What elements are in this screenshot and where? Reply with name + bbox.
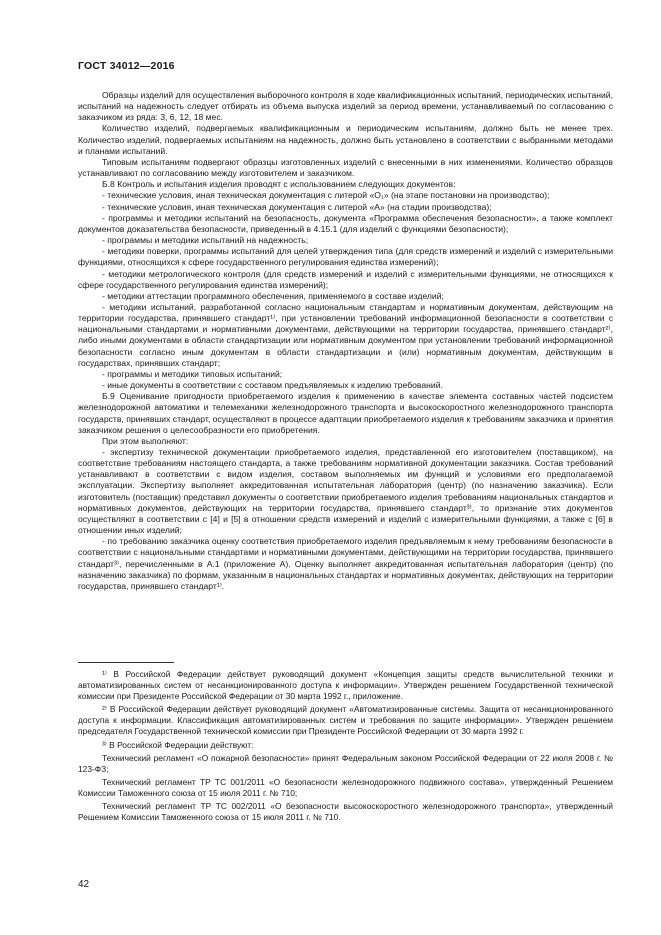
footnotes [78, 669, 613, 825]
main-text [78, 90, 613, 592]
footnote: ³⁾ В Российской Федерации действуют: [102, 739, 254, 750]
paragraph: При этом выполняют: [102, 435, 189, 446]
footnote: ²⁾ В Российской Федерации действует руководящий документ «Автоматизированные системы. Защита от несанкционированного доступа к информации. Классификация автоматизированных систем и требования по защите информации». Утвержден решением председателя Государственной технической комиссии при Президенте Российской Федерации от 30 марта 1992 г. [78, 704, 613, 737]
list-item: - технические условия, иная техническая документация с литерой «А» (на стадии производства); [102, 201, 492, 212]
list-item: - программы и методики типовых испытаний; [102, 368, 283, 379]
list-item: - технические условия, иная техническая документация с литерой «О₁» (на этапе постановки на производство); [102, 190, 550, 201]
footnote: Технический регламент ТР ТС 002/2011 «О безопасности высокоскоростного железнодорожного транспорта», утвержденный Решением Комиссии Таможенного союза от 15 июля 2011 г. № 710. [78, 801, 613, 823]
list-item: - методики испытаний, разработанной согласно национальным стандартам и нормативным документам, действующим на территории государства, принявшего стандарт¹⁾, при установлении требований информационной безопасности в соответствии с национальными стандартами и нормативными документами, действующими на территории государства, принявшего стандарт²⁾, либо иными документами в области стандартизации или нормативным документом при установлении требований информационной безопасности согласно иным документам в области стандартизации и (или) нормативным документам, действующим в государствах, принявших стандарт; [78, 301, 613, 368]
list-item: - программы и методики испытаний на надежность; [102, 235, 309, 246]
footnote-separator [78, 662, 174, 663]
paragraph: Б.8 Контроль и испытания изделия проводят с использованием следующих документов: [102, 179, 456, 190]
list-item: - по требованию заказчика оценку соответствия приобретаемого изделия предъявляемым к нему требованиям безопасности в соответствии с национальными стандартами и нормативными документами, действующими на территории государства, принявшего стандарт³⁾, перечисленными в А.1 (приложение А). Оценку выполняет аккредитованная испытательная лаборатория (центр) (по назначению заказчика) по формам, указанным в национальных стандартах и нормативных документах, действующих на территории государства, принявшего стандарт¹⁾. [78, 536, 613, 591]
list-item: - методики поверки, программы испытаний для целей утверждения типа (для средств измерений и изделий с измерительными функциями, относящихся к сфере государственного регулирования единства измерений); [78, 246, 613, 268]
footnote: Технический регламент «О пожарной безопасности» принят Федеральным законом Российской Федерации от 22 июля 2008 г. № 123-ФЗ; [78, 752, 613, 774]
paragraph: Типовым испытаниям подвергают образцы изготовленных изделий с внесенными в них изменениями. Количество образцов устанавливают по согласованию между изготовителем и заказчиком. [78, 156, 613, 179]
list-item: - методики аттестации программного обеспечения, применяемого в составе изделий; [102, 290, 444, 301]
list-item: - методики метрологического контроля (для средств измерений и изделий с измерительными функциями, не относящихся к сфере государственного регулирования единства измерений); [78, 268, 613, 290]
paragraph: Образцы изделий для осуществления выборочного контроля в ходе квалификационных испытаний, периодических испытаний, испытаний на надежность следует отбирать из объема выпуска изделий за период времени, устанавливаемый по согласованию с заказчиком из ряда: 3, 6, 12, 18 мес. [78, 90, 613, 123]
paragraph: Количество изделий, подвергаемых квалификационным и периодическим испытаниям, должно быть не менее трех. Количество изделий, подвергаемых испытаниям на надежность, должно быть установлено в соответствии с выбранными методами и планами испытаний. [78, 123, 613, 156]
paragraph: Б.9 Оценивание пригодности приобретаемого изделия к применению в качестве элемента составных частей подсистем железнодорожной автоматики и телемеханики железнодорожного транспорта и высокоскоростного железнодорожного транспорта государств, принявших стандарт, осуществляют в процессе адаптации приобретаемого изделия к требованиям заказчика и принятия заказчиком решения о целесообразности его приобретения. [78, 391, 613, 435]
list-item: - иные документы в соответствии с составом предъявляемых к изделию требований. [102, 380, 443, 391]
page-number: 42 [78, 879, 90, 890]
list-item: - программы и методики испытаний на безопасность, документа «Программа обеспечения безопасности», а также комплект документов доказательства безопасности, приведенный в 4.15.1 (для изделий с функциями безопасности); [78, 212, 613, 234]
list-item: - экспертизу технической документации приобретаемого изделия, представленной его изготовителем (поставщиком), на соответствие требованиям настоящего стандарта, а также требованиям нормативной документации заказчика. Состав требований устанавливают в соответствии с видом изделия, составом выполняемых им функций и условиями его предполагаемой эксплуатации. Экспертизу выполняет аккредитованная испытательная лаборатория (центр) (по назначению заказчика). Если изготовитель (поставщик) представил документы о соответствии приобретаемого изделия требованиям национальных стандартов и нормативных документов, действующих на территории государства, принявшего стандарт³⁾, то признание этих документов осуществляют в соответствии с [4] и [5] в отношении средств измерений и изделий с измерительными функциями, а также с [6] в отношении иных изделий; [78, 447, 613, 536]
standard-header: ГОСТ 34012—2016 [78, 60, 175, 72]
footnote: Технический регламент ТР ТС 001/2011 «О безопасности железнодорожного подвижного состава», утвержденный Решением Комиссии Таможенного союза от 15 июля 2011 г. № 710; [78, 776, 613, 798]
footnote: ¹⁾ В Российской Федерации действует руководящий документ «Концепция защиты средств вычислительной техники и автоматизированных систем от несанкционированного доступа к информации». Утвержден решением Государственной технической комиссии при Президенте Российской Федерации от 30 марта 1992 г., приложение. [78, 669, 613, 702]
